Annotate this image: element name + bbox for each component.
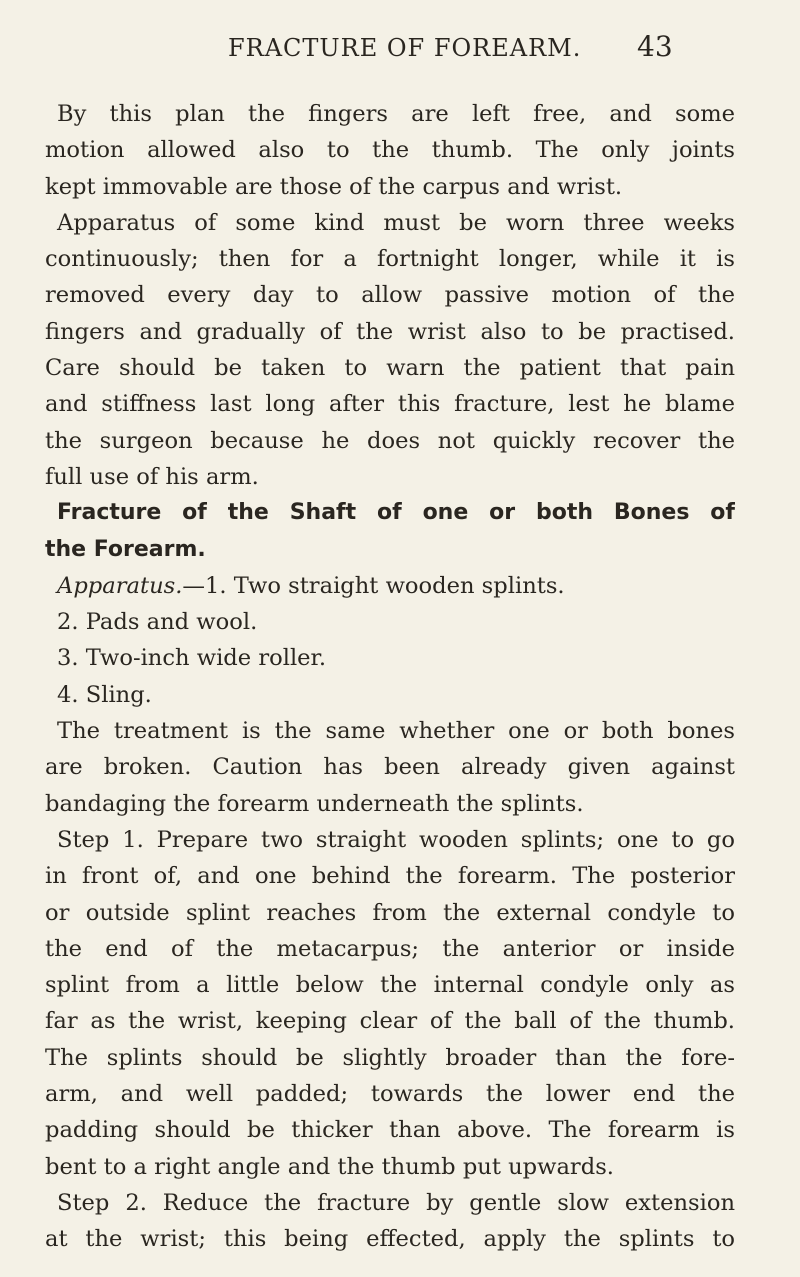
apparatus-item: 3. Two-inch wide roller. <box>57 645 327 672</box>
text-line: motion allowed also to the thumb. The only joints <box>45 137 735 164</box>
section-heading: Fracture of the Shaft of one or both Bones of <box>57 500 735 526</box>
apparatus-item: 2. Pads and wool. <box>57 609 258 636</box>
text-line: arm, and well padded; towards the lower end the <box>45 1081 735 1108</box>
apparatus-item: 4. Sling. <box>57 681 152 708</box>
text-line: the surgeon because he does not quickly recover the <box>45 427 735 454</box>
running-title: FRACTURE OF FOREARM. <box>228 34 582 62</box>
text-line: are broken. Caution has been already given against <box>45 754 735 781</box>
text-line: continuously; then for a fortnight longer, while it is <box>45 246 735 273</box>
apparatus-item-text: —1. Two straight wooden splints. <box>182 572 565 599</box>
text-line: removed every day to allow passive motion of the <box>45 282 735 309</box>
text-line: Step 2. Reduce the fracture by gentle slow extension <box>57 1189 735 1216</box>
text-line: By this plan the fingers are left free, and some <box>57 101 735 127</box>
text-line: the end of the metacarpus; the anterior or inside <box>45 935 735 962</box>
text-line: or outside splint reaches from the external condyle to <box>45 899 735 926</box>
text-line: at the wrist; this being effected, apply the splints to <box>45 1226 735 1253</box>
text-line: bandaging the forearm underneath the splints. <box>45 790 584 817</box>
body-text <box>45 96 735 1258</box>
text-line: splint from a little below the internal condyle only as <box>45 972 735 999</box>
text-line: The treatment is the same whether one or both bones <box>57 718 735 745</box>
text-line: Care should be taken to warn the patient that pain <box>45 355 735 382</box>
apparatus-item <box>45 568 735 604</box>
text-line: kept immovable are those of the carpus and wrist. <box>45 173 623 200</box>
text-line: and stiffness last long after this fracture, lest he blame <box>45 391 735 418</box>
text-line: bent to a right angle and the thumb put upwards. <box>45 1153 614 1180</box>
text-line: padding should be thicker than above. The forearm is <box>45 1117 735 1144</box>
text-line: far as the wrist, keeping clear of the ball of the thumb. <box>45 1008 735 1035</box>
text-line: full use of his arm. <box>45 463 259 490</box>
text-line: The splints should be slightly broader than the fore- <box>45 1044 735 1071</box>
apparatus-label: Apparatus. <box>57 572 183 599</box>
section-heading: the Forearm. <box>45 536 206 562</box>
page-header <box>0 30 800 70</box>
text-line: fingers and gradually of the wrist also to be practised. <box>45 318 735 345</box>
text-line: Step 1. Prepare two straight wooden splints; one to go <box>57 826 735 853</box>
page-number: 43 <box>637 30 673 63</box>
text-line: in front of, and one behind the forearm. The posterior <box>45 863 735 890</box>
text-line: Apparatus of some kind must be worn three weeks <box>57 209 735 236</box>
